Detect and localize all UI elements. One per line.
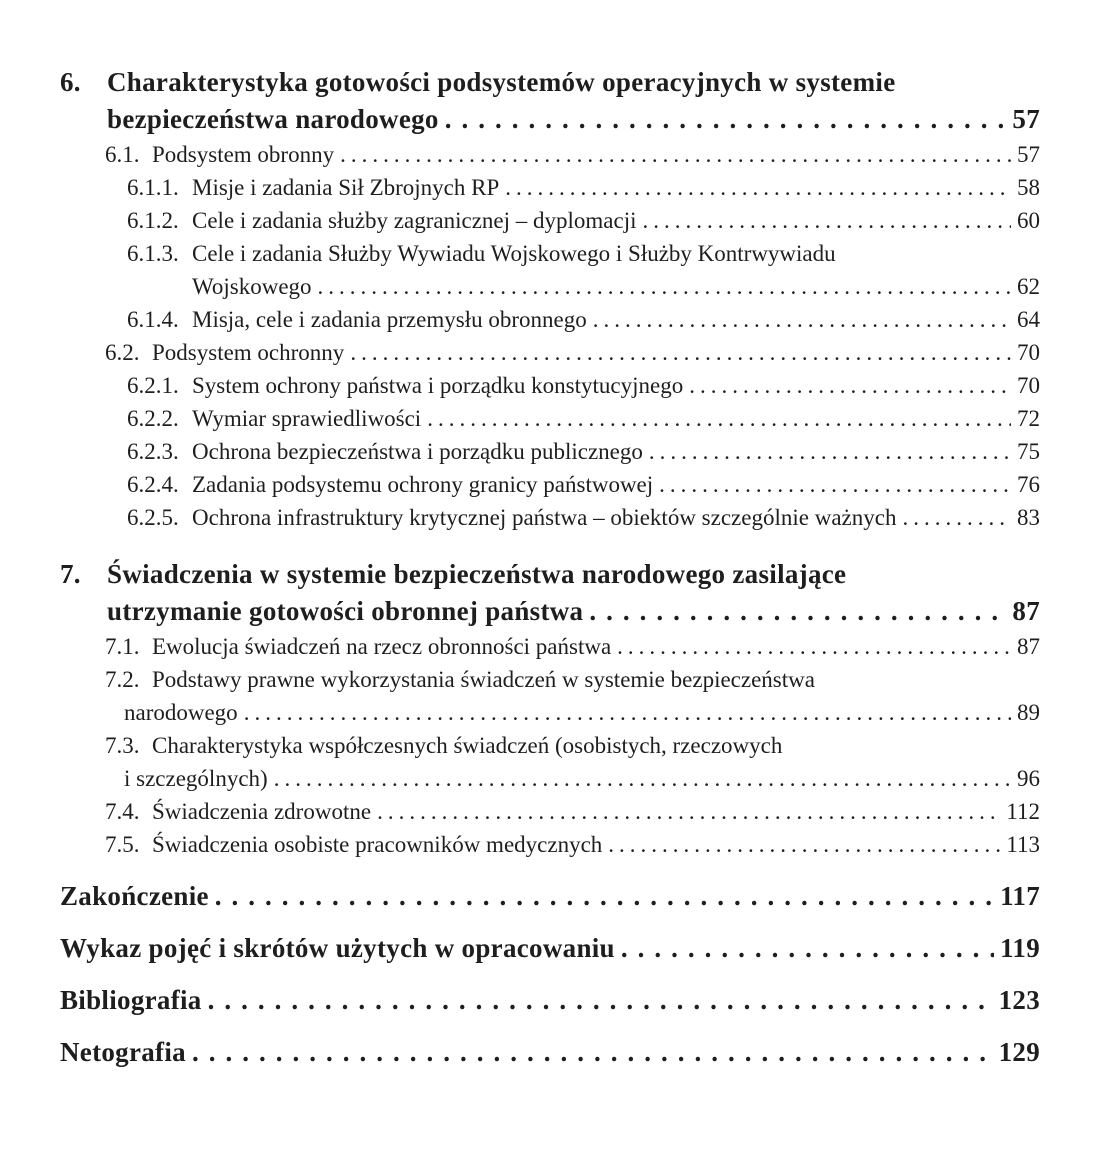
page-number: 72 <box>1017 406 1040 431</box>
backmatter-entry <box>60 930 1040 967</box>
toc-entry-number: 7.1. <box>105 634 140 659</box>
dot-leader <box>617 630 1011 663</box>
toc-entry-number: 6.2.2. <box>127 406 179 431</box>
page-number: 89 <box>1017 700 1040 725</box>
toc-entry-label: Ewolucja świadczeń na rzecz obronności państwa <box>152 634 612 659</box>
chapter-number: 7. <box>60 559 81 589</box>
toc-entry-label: Wojskowego <box>192 274 312 299</box>
toc-entry-label: Świadczenia osobiste pracowników medycznych <box>152 832 603 857</box>
toc-entry-continuation <box>60 762 1040 795</box>
page-number: 60 <box>1017 208 1040 233</box>
toc-entry-label: Misja, cele i zadania przemysłu obronnego <box>192 307 587 332</box>
dot-leader <box>649 435 1011 468</box>
page-number: 113 <box>1006 832 1040 857</box>
dot-leader <box>608 828 1000 861</box>
page-number: 57 <box>1012 104 1040 134</box>
dot-leader <box>589 593 1006 630</box>
toc-entry-number: 6.1.4. <box>127 307 179 332</box>
toc-entry <box>60 204 1040 237</box>
toc-entry <box>60 630 1040 663</box>
toc-entry-label: Podsystem obronny <box>152 142 335 167</box>
toc-entry-number: 7.4. <box>105 799 140 824</box>
toc-entry-number: 6.1.1. <box>127 175 179 200</box>
dot-leader <box>445 101 1007 138</box>
toc-entry-label: narodowego <box>124 700 238 725</box>
toc-entry <box>60 501 1040 534</box>
page-number: 112 <box>1006 799 1040 824</box>
toc-entry-number: 6.2.3. <box>127 439 179 464</box>
chapter-number: 6. <box>60 67 81 97</box>
backmatter-label: Zakończenie <box>60 881 209 911</box>
toc-entry <box>60 468 1040 501</box>
toc-entry-continuation <box>60 696 1040 729</box>
dot-leader <box>350 336 1011 369</box>
dot-leader <box>318 270 1011 303</box>
dot-leader <box>689 369 1011 402</box>
toc-entry-label: Ochrona bezpieczeństwa i porządku publicznego <box>192 439 643 464</box>
page-number: 58 <box>1017 175 1040 200</box>
backmatter-label: Wykaz pojęć i skrótów użytych w opracowaniu <box>60 933 615 963</box>
chapter-7-heading-line2 <box>60 593 1040 630</box>
toc-entry-label: Zadania podsystemu ochrony granicy państwowej <box>192 472 654 497</box>
backmatter-entry <box>60 982 1040 1019</box>
toc-entry-number: 7.2. <box>105 667 140 692</box>
toc-entry <box>60 435 1040 468</box>
toc-entry <box>60 828 1040 861</box>
chapter-title-continuation: bezpieczeństwa narodowego <box>107 104 439 134</box>
toc-entry <box>60 138 1040 171</box>
toc-entry-label: Świadczenia zdrowotne <box>152 799 372 824</box>
toc-entry <box>60 729 1040 762</box>
dot-leader <box>621 930 994 967</box>
page-number: 123 <box>998 985 1040 1015</box>
page-number: 76 <box>1017 472 1040 497</box>
chapter-6-heading-line1 <box>60 64 1040 101</box>
dot-leader <box>208 982 993 1019</box>
backmatter-entry <box>60 878 1040 915</box>
toc-entry-number: 7.5. <box>105 832 140 857</box>
table-of-contents <box>60 64 1040 1071</box>
toc-entry <box>60 795 1040 828</box>
page-number: 83 <box>1017 505 1040 530</box>
dot-leader <box>340 138 1011 171</box>
toc-entry-label: System ochrony państwa i porządku konstytucyjnego <box>192 373 684 398</box>
dot-leader <box>642 204 1011 237</box>
page-number: 87 <box>1017 634 1040 659</box>
toc-entry <box>60 402 1040 435</box>
page-number: 70 <box>1017 373 1040 398</box>
backmatter-label: Bibliografia <box>60 985 202 1015</box>
dot-leader <box>505 171 1011 204</box>
toc-entry-label: Podstawy prawne wykorzystania świadczeń w systemie bezpieczeństwa <box>152 667 815 692</box>
dot-leader <box>274 762 1011 795</box>
toc-entry-continuation <box>60 270 1040 303</box>
page-number: 96 <box>1017 766 1040 791</box>
toc-entry-number: 6.1.2. <box>127 208 179 233</box>
toc-entry <box>60 171 1040 204</box>
toc-entry-label: i szczególnych) <box>124 766 268 791</box>
page-number: 129 <box>998 1037 1040 1067</box>
toc-entry <box>60 237 1040 270</box>
toc-entry-label: Misje i zadania Sił Zbrojnych RP <box>192 175 500 200</box>
toc-entry-number: 7.3. <box>105 733 140 758</box>
dot-leader <box>244 696 1011 729</box>
chapter-6-heading-line2 <box>60 101 1040 138</box>
chapter-title-continuation: utrzymanie gotowości obronnej państwa <box>107 596 584 626</box>
toc-entry-number: 6.1. <box>105 142 140 167</box>
toc-entry <box>60 336 1040 369</box>
toc-entry <box>60 369 1040 402</box>
toc-entry-number: 6.2. <box>105 340 140 365</box>
toc-entry-number: 6.2.4. <box>127 472 179 497</box>
toc-entry <box>60 663 1040 696</box>
toc-entry-label: Ochrona infrastruktury krytycznej państwa – obiektów szczególnie ważnych <box>192 505 897 530</box>
dot-leader <box>427 402 1011 435</box>
chapter-title: Świadczenia w systemie bezpieczeństwa narodowego zasilające <box>107 559 847 589</box>
page-number: 119 <box>1000 933 1040 963</box>
dot-leader <box>593 303 1011 336</box>
page-number: 70 <box>1017 340 1040 365</box>
page-number: 64 <box>1017 307 1040 332</box>
toc-entry-label: Podsystem ochronny <box>152 340 345 365</box>
chapter-title: Charakterystyka gotowości podsystemów operacyjnych w systemie <box>107 67 896 97</box>
backmatter-entry <box>60 1034 1040 1071</box>
toc-entry <box>60 303 1040 336</box>
page-number: 117 <box>1000 881 1040 911</box>
chapter-7-heading-line1 <box>60 556 1040 593</box>
toc-entry-number: 6.1.3. <box>127 241 179 266</box>
page-number: 57 <box>1017 142 1040 167</box>
dot-leader <box>215 878 994 915</box>
toc-entry-label: Wymiar sprawiedliwości <box>192 406 422 431</box>
page-number: 75 <box>1017 439 1040 464</box>
toc-entry-label: Cele i zadania Służby Wywiadu Wojskowego i Służby Kontrwywiadu <box>192 241 836 266</box>
dot-leader <box>377 795 1000 828</box>
dot-leader <box>192 1034 993 1071</box>
dot-leader <box>902 501 1011 534</box>
dot-leader <box>659 468 1011 501</box>
toc-entry-number: 6.2.5. <box>127 505 179 530</box>
toc-entry-label: Cele i zadania służby zagranicznej – dyplomacji <box>192 208 637 233</box>
backmatter-label: Netografia <box>60 1037 186 1067</box>
toc-entry-label: Charakterystyka współczesnych świadczeń (osobistych, rzeczowych <box>152 733 783 758</box>
toc-entry-number: 6.2.1. <box>127 373 179 398</box>
page-number: 62 <box>1017 274 1040 299</box>
page-number: 87 <box>1012 596 1040 626</box>
